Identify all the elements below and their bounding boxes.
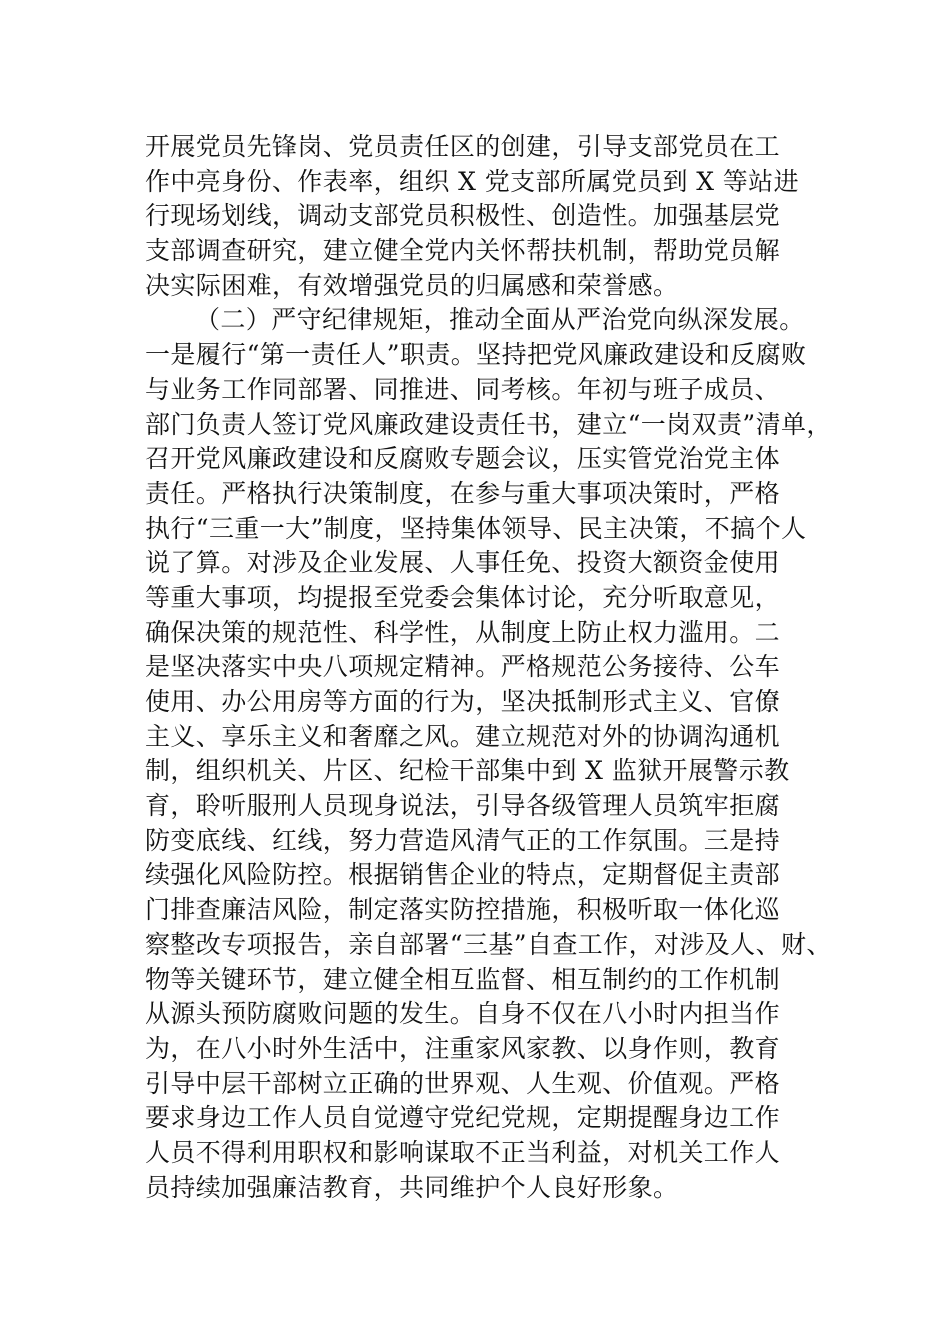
text-line: 召开党风廉政建设和反腐败专题会议，压实管党治党主体 xyxy=(145,444,781,474)
text-line: 等重大事项，均提报至党委会集体讨论，充分听取意见， xyxy=(145,582,781,612)
text-line: 开展党员先锋岗、党员责任区的创建，引导支部党员在工 xyxy=(145,132,781,161)
text-line: 物等关键环节，建立健全相互监督、相互制约的工作机制 xyxy=(145,964,781,994)
text-line: 门排查廉洁风险，制定落实防控措施，积极听取一体化巡 xyxy=(145,895,781,925)
text-line: 育，聆听服刑人员现身说法，引导各级管理人员筑牢拒腐 xyxy=(145,791,781,821)
paragraph-party-building xyxy=(145,130,825,303)
text-line: 部门负责人签订党风廉政建设责任书，建立“一岗双责”清单， xyxy=(145,409,832,439)
text-line: 员持续加强廉洁教育，共同维护个人良好形象。 xyxy=(145,1172,679,1202)
text-line: 说了算。对涉及企业发展、人事任免、投资大额资金使用 xyxy=(145,548,781,578)
text-line: 引导中层干部树立正确的世界观、人生观、价值观。严格 xyxy=(145,1068,781,1098)
text-line: 一是履行“第一责任人”职责。坚持把党风廉政建设和反腐败 xyxy=(145,340,807,370)
text-line: 使用、办公用房等方面的行为，坚决抵制形式主义、官僚 xyxy=(145,687,781,716)
text-line: 从源头预防腐败问题的发生。自身不仅在八小时内担当作 xyxy=(145,999,781,1029)
text-line: 主义、享乐主义和奢靡之风。建立规范对外的协调沟通机 xyxy=(145,721,781,751)
text-line: 制，组织机关、片区、纪检干部集中到 X 监狱开展警示教 xyxy=(145,756,790,786)
text-line: 决实际困难，有效增强党员的归属感和荣誉感。 xyxy=(145,270,679,300)
text-line: 人员不得利用职权和影响谋取不正当利益，对机关工作人 xyxy=(145,1137,781,1167)
text-line: 确保决策的规范性、科学性，从制度上防止权力滥用。二 xyxy=(145,617,781,647)
text-line: 作中亮身份、作表率，组织 X 党支部所属党员到 X 等站进 xyxy=(145,166,799,196)
document-page xyxy=(145,130,832,1205)
text-line: 为，在八小时外生活中，注重家风家教、以身作则，教育 xyxy=(145,1033,781,1063)
text-line: 行现场划线，调动支部党员积极性、创造性。加强基层党 xyxy=(145,201,781,231)
text-line: 察整改专项报告，亲自部署“三基”自查工作，对涉及人、财、 xyxy=(145,929,832,959)
text-line: 防变底线、红线，努力营造风清气正的工作氛围。三是持 xyxy=(145,825,781,855)
text-line: 要求身边工作人员自觉遵守党纪党规，定期提醒身边工作 xyxy=(145,1103,781,1133)
text-line: 支部调查研究，建立健全党内关怀帮扶机制，帮助党员解 xyxy=(145,236,781,266)
text-line: 执行“三重一大”制度，坚持集体领导、民主决策，不搞个人 xyxy=(145,513,807,543)
text-line: 责任。严格执行决策制度，在参与重大事项决策时，严格 xyxy=(145,478,781,508)
paragraph-discipline xyxy=(145,303,832,1205)
text-line: 续强化风险防控。根据销售企业的特点，定期督促主责部 xyxy=(145,860,781,890)
text-line: 是坚决落实中央八项规定精神。严格规范公务接待、公车 xyxy=(145,652,781,682)
text-line: （二）严守纪律规矩，推动全面从严治党向纵深发展。 xyxy=(195,305,805,335)
text-line: 与业务工作同部署、同推进、同考核。年初与班子成员、 xyxy=(145,374,781,404)
